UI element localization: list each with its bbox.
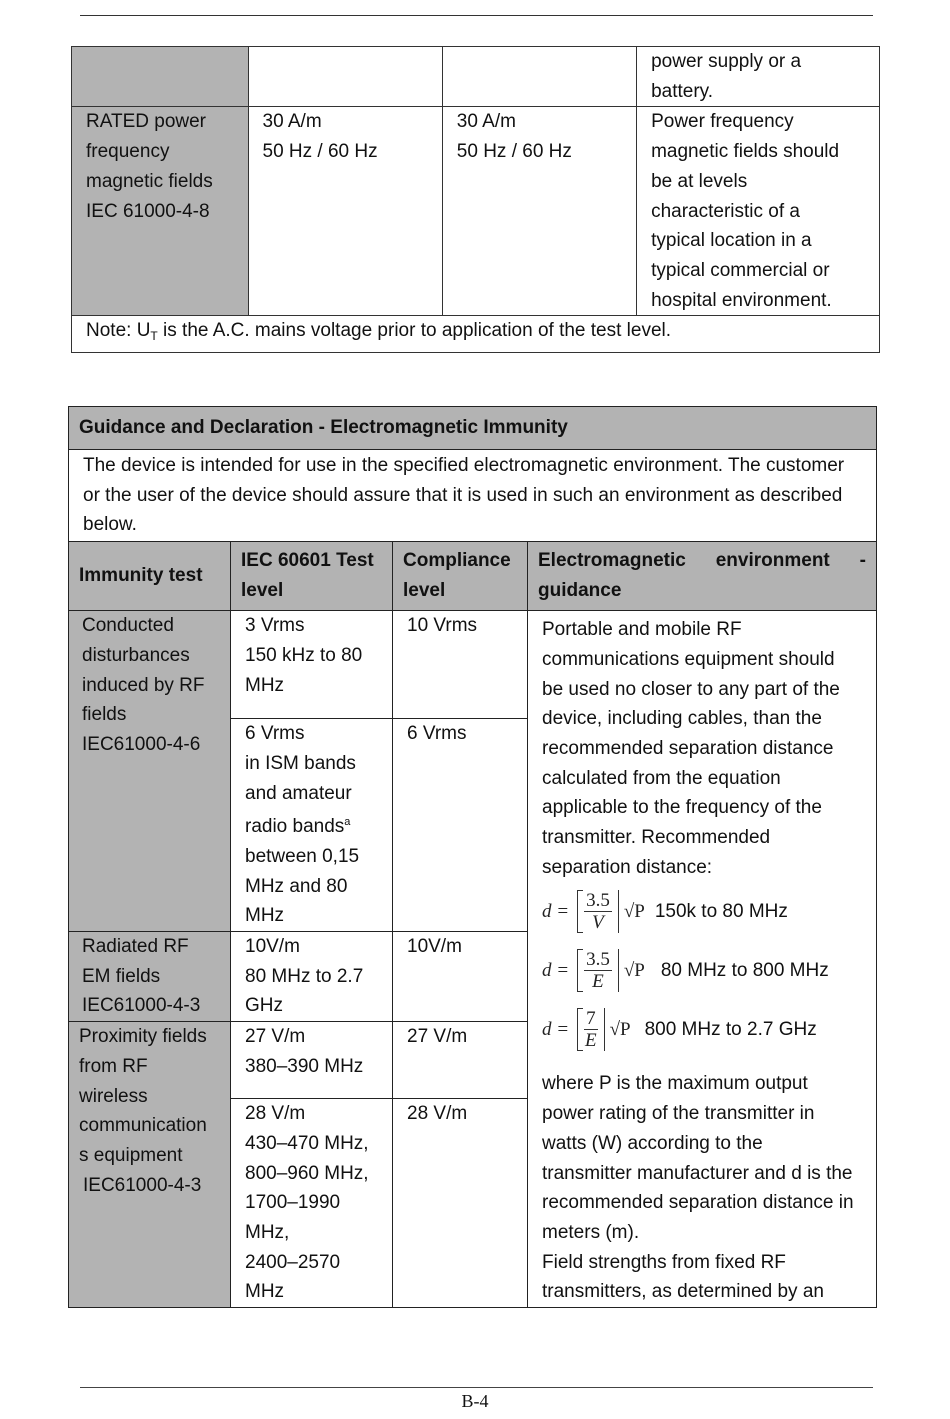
separation-formula: d = $\frac{3.5}{E}$ √P 80 MHz to 800 MHz: [542, 949, 829, 993]
square-root-symbol: √P: [623, 960, 645, 982]
compliance-cell: 30 A/m 50 Hz / 60 Hz: [442, 107, 636, 316]
table-intro: The device is intended for use in the specified electromagnetic environment. The customer or the user of the device should assure that it is used in such an environment as described below.: [69, 450, 877, 542]
compliance-cell: 10V/m: [393, 932, 528, 1022]
test-cell-radiated: Radiated RF EM fields IEC61000-4-3: [69, 932, 231, 1022]
compliance-cell: 6 Vrms: [393, 719, 528, 932]
guidance-cell: Portable and mobile RF communications equipment should be used no closer to any part of the device, including cables, than the recommended separation distance calculated from the equation applicable to the frequency of the transmitter. Recommended separation distance: d = $\frac{3.5}{V}$ √P 150k to 80 MHz d = $\frac{3.5}{E}$ √P 80 MHz to 800 MHz d = $\frac{7}{E}$ √P 800 MHz to 2.7 GHz where P is the maximum output power rating of the transmitter in watts (W) according to the transmitter manufacturer and d is the recommended separation distance in meters (m). Field strengths from fixed RF transmitters, as determined by an: [528, 611, 877, 1308]
intro-row: [69, 450, 877, 542]
table-note: Note: $U_T$ is the A.C. mains voltage prior to application of the test level.: [72, 316, 880, 353]
test-level-cell: 10V/m 80 MHz to 2.7 GHz: [231, 932, 393, 1022]
test-cell-proximity: Proximity fields from RF wireless communication s equipment IEC61000-4-3: [69, 1022, 231, 1308]
guidance-cell: power supply or a battery.: [637, 47, 880, 107]
title-row: [69, 407, 877, 450]
test-level-cell: 28 V/m 430–470 MHz, 800–960 MHz, 1700–1990 MHz, 2400–2570 MHz: [231, 1099, 393, 1308]
test-level-cell: 27 V/m 380–390 MHz: [231, 1022, 393, 1099]
guidance-cell: Power frequency magnetic fields should be at levels characteristic of a typical location in a typical commercial or hospital environment.: [637, 107, 880, 316]
test-level-cell: 6 Vrms in ISM bands and amateur radio bands$^a$ between 0,15 MHz and 80 MHz: [231, 719, 393, 932]
footer-rule: [80, 1387, 873, 1388]
note-row: [72, 316, 880, 353]
em-immunity-table: [68, 406, 877, 1308]
header-compliance: Compliance level: [393, 542, 528, 611]
header-immunity-test: Immunity test: [69, 542, 231, 611]
test-level-cell: 3 Vrms 150 kHz to 80 MHz: [231, 611, 393, 719]
test-cell: [72, 47, 249, 107]
compliance-cell: 10 Vrms: [393, 611, 528, 719]
page-number: B-4: [461, 1391, 489, 1411]
compliance-cell: 28 V/m: [393, 1099, 528, 1308]
separation-formula: d = $\frac{7}{E}$ √P 800 MHz to 2.7 GHz: [542, 1008, 817, 1052]
table-title: Guidance and Declaration - Electromagnetic Immunity: [69, 407, 877, 450]
separation-formula: d = $\frac{3.5}{V}$ √P 150k to 80 MHz: [542, 890, 788, 934]
table-row: [72, 47, 880, 107]
compliance-cell: 27 V/m: [393, 1022, 528, 1099]
test-cell-conducted: Conducted disturbances induced by RF fields IEC61000-4-6: [69, 611, 231, 932]
fraction: $\frac{7}{E}$: [577, 1008, 605, 1051]
fraction: $\frac{3.5}{V}$: [577, 890, 619, 933]
header-guidance: Electromagnetic environment - guidance: [528, 542, 877, 611]
table-row: [69, 611, 877, 719]
square-root-symbol: √P: [623, 901, 645, 923]
test-level-cell: [248, 47, 442, 107]
test-cell: RATED power frequency magnetic fields IEC 61000-4-8: [72, 107, 249, 316]
fraction: $\frac{3.5}{E}$: [577, 949, 619, 992]
header-row: [69, 542, 877, 611]
square-root-symbol: √P: [609, 1019, 631, 1041]
emc-table-continued: [71, 46, 880, 353]
compliance-cell: [442, 47, 636, 107]
header-test-level: IEC 60601 Test level: [231, 542, 393, 611]
test-level-cell: 30 A/m 50 Hz / 60 Hz: [248, 107, 442, 316]
header-rule: [80, 15, 873, 16]
table-row: [72, 107, 880, 316]
